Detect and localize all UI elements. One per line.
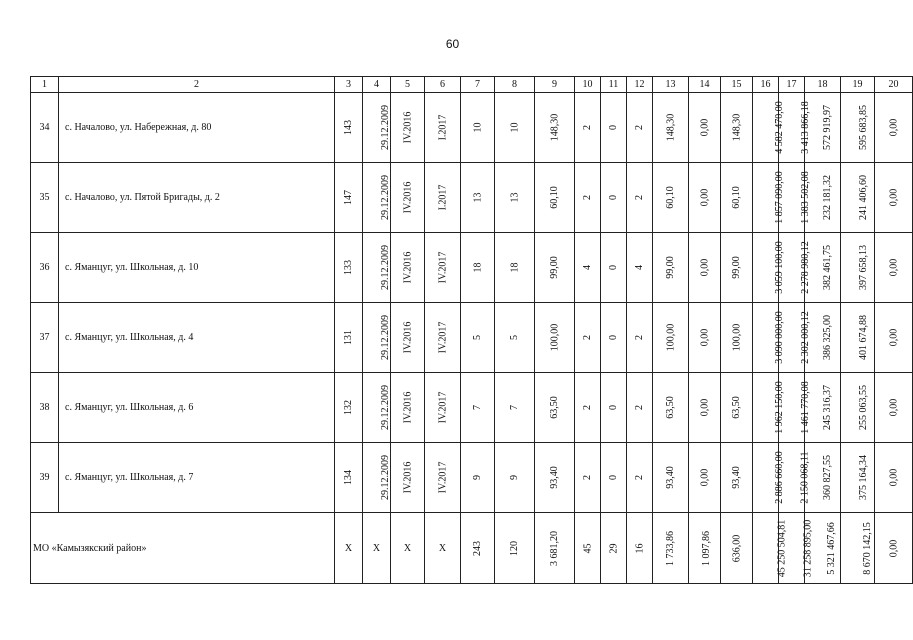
total-c15 [721, 513, 753, 584]
cell-c13-text: 100,00 [665, 323, 676, 352]
cell-c17-text: 2 278 980,12 [799, 241, 811, 294]
cell-c15 [721, 233, 753, 303]
cell-c18-text: 360 827,55 [822, 455, 833, 500]
cell-c19-text: 255 063,55 [858, 385, 869, 430]
cell-c14-text: 0,00 [699, 258, 710, 277]
total-c11 [601, 513, 627, 584]
column-number-14: 14 [689, 77, 721, 93]
cell-c16 [753, 303, 785, 373]
cell-c6-text: IV.2017 [436, 391, 448, 424]
cell-c7 [461, 93, 495, 163]
cell-c11 [601, 163, 627, 233]
address-cell: с. Яманцуг, ул. Школьная, д. 7 [59, 443, 335, 513]
cell-c6-text: IV.2017 [436, 321, 448, 354]
cell-c20-text: 0,00 [888, 118, 899, 137]
cell-c6-text: I.2017 [437, 114, 448, 141]
total-c20 [875, 513, 913, 584]
cell-c18-text: 245 316,37 [822, 385, 833, 430]
page-number: 60 [445, 37, 460, 51]
row-number: 39 [31, 443, 59, 513]
cell-c3 [335, 303, 363, 373]
table-row [31, 163, 913, 233]
cell-c5 [391, 163, 425, 233]
column-number-10: 10 [575, 77, 601, 93]
cell-c13 [653, 233, 689, 303]
cell-c12-text: 2 [634, 125, 645, 130]
cell-c13-text: 99,00 [665, 256, 676, 279]
cell-c10 [575, 443, 601, 513]
cell-c13 [653, 163, 689, 233]
cell-c9 [535, 443, 575, 513]
cell-c15 [721, 93, 753, 163]
cell-c3-text: 133 [343, 260, 354, 275]
cell-c18-text: 382 461,75 [822, 245, 833, 290]
total-c17-text: 31 258 895,00 [802, 519, 814, 577]
cell-c11 [601, 93, 627, 163]
cell-c14-text: 0,00 [699, 468, 710, 487]
cell-c14 [689, 443, 721, 513]
cell-c20 [875, 443, 913, 513]
cell-c6-text: IV.2017 [436, 251, 448, 284]
cell-c4-text: 29.12.2009 [380, 315, 391, 360]
cell-c10-text: 2 [582, 125, 593, 130]
total-c18-text: 5 321 467,66 [825, 521, 837, 575]
column-number-5: 5 [391, 77, 425, 93]
cell-c8 [495, 443, 535, 513]
cell-c16-text: 4 582 470,00 [773, 101, 785, 154]
cell-c5-text: IV.2016 [401, 111, 413, 144]
cell-c6 [425, 163, 461, 233]
cell-c18-text: 572 919,97 [822, 105, 833, 150]
cell-c9 [535, 233, 575, 303]
cell-c14 [689, 373, 721, 443]
total-c9 [535, 513, 575, 584]
table-row [31, 303, 913, 373]
cell-c8-text: 5 [509, 335, 520, 340]
row-number: 37 [31, 303, 59, 373]
cell-c14 [689, 303, 721, 373]
cell-c20 [875, 163, 913, 233]
cell-c7 [461, 373, 495, 443]
housing-table [30, 76, 913, 584]
column-number-20: 20 [875, 77, 913, 93]
cell-c11 [601, 373, 627, 443]
cell-c20 [875, 233, 913, 303]
cell-c15-text: 99,00 [731, 256, 742, 279]
row-number: 38 [31, 373, 59, 443]
cell-c13-text: 148,30 [665, 113, 676, 142]
cell-c14-text: 0,00 [699, 188, 710, 207]
cell-c16-text: 3 059 100,00 [773, 241, 785, 294]
cell-c7-text: 7 [472, 405, 483, 410]
cell-c20 [875, 373, 913, 443]
table-row [31, 233, 913, 303]
cell-c5 [391, 233, 425, 303]
cell-c12 [627, 303, 653, 373]
cell-c4-text: 29.12.2009 [380, 385, 391, 430]
cell-c7 [461, 163, 495, 233]
cell-c16-text: 2 886 660,00 [773, 451, 785, 504]
cell-c14-text: 0,00 [699, 118, 710, 137]
cell-c13 [653, 443, 689, 513]
row-number: 34 [31, 93, 59, 163]
cell-c8-text: 7 [509, 405, 520, 410]
cell-c17-text: 2 150 068,11 [799, 451, 811, 504]
cell-c6 [425, 373, 461, 443]
total-c9-text: 3 681,20 [549, 530, 560, 566]
cell-c4 [363, 93, 391, 163]
cell-c20 [875, 303, 913, 373]
total-c19 [841, 513, 875, 584]
total-row [31, 513, 913, 584]
cell-c17-text: 1 383 502,08 [799, 171, 811, 224]
cell-c4 [363, 303, 391, 373]
column-number-1: 1 [31, 77, 59, 93]
cell-c7-text: 5 [472, 335, 483, 340]
column-number-3: 3 [335, 77, 363, 93]
cell-c8-text: 9 [509, 475, 520, 480]
column-number-13: 13 [653, 77, 689, 93]
total-label: МО «Камызякский район» [31, 513, 335, 584]
cell-c19-text: 595 683,85 [858, 105, 869, 150]
total-c8 [495, 513, 535, 584]
address-cell: с. Яманцуг, ул. Школьная, д. 4 [59, 303, 335, 373]
column-number-7: 7 [461, 77, 495, 93]
cell-c10 [575, 93, 601, 163]
cell-c6 [425, 303, 461, 373]
cell-c15 [721, 373, 753, 443]
column-number-12: 12 [627, 77, 653, 93]
cell-c4 [363, 443, 391, 513]
cell-c16 [753, 373, 785, 443]
cell-c12-text: 2 [634, 475, 645, 480]
address-cell: с. Началово, ул. Набережная, д. 80 [59, 93, 335, 163]
total-c3: X [335, 513, 363, 584]
cell-c19 [841, 303, 875, 373]
cell-c15 [721, 443, 753, 513]
cell-c12-text: 2 [634, 195, 645, 200]
cell-c5-text: IV.2016 [401, 181, 413, 214]
cell-c3 [335, 93, 363, 163]
cell-c6 [425, 233, 461, 303]
cell-c16-text: 1 857 090,00 [773, 171, 785, 224]
cell-c3-text: 134 [343, 470, 354, 485]
total-c16 [753, 513, 788, 584]
cell-c9 [535, 163, 575, 233]
cell-c20-text: 0,00 [888, 398, 899, 417]
cell-c8 [495, 303, 535, 373]
cell-c16 [753, 163, 785, 233]
cell-c3-text: 147 [343, 190, 354, 205]
cell-c11-text: 0 [608, 475, 619, 480]
cell-c5-text: IV.2016 [401, 391, 413, 424]
address-cell: с. Началово, ул. Пятой Бригады, д. 2 [59, 163, 335, 233]
total-c14 [689, 513, 721, 584]
cell-c12 [627, 93, 653, 163]
cell-c10 [575, 303, 601, 373]
total-c11-text: 29 [608, 543, 619, 553]
cell-c11-text: 0 [608, 125, 619, 130]
cell-c11 [601, 443, 627, 513]
cell-c9-text: 93,40 [549, 466, 560, 489]
cell-c14-text: 0,00 [699, 398, 710, 417]
cell-c15 [721, 303, 753, 373]
cell-c19-text: 397 658,13 [858, 245, 869, 290]
total-c7 [461, 513, 495, 584]
cell-c7 [461, 443, 495, 513]
cell-c9 [535, 93, 575, 163]
cell-c9 [535, 303, 575, 373]
row-number: 36 [31, 233, 59, 303]
cell-c19 [841, 373, 875, 443]
cell-c8 [495, 93, 535, 163]
cell-c8 [495, 373, 535, 443]
column-number-16: 16 [753, 77, 779, 93]
cell-c8-text: 18 [509, 262, 520, 273]
total-c12-text: 16 [634, 543, 645, 553]
cell-c5-text: IV.2016 [401, 251, 413, 284]
total-c6: X [425, 513, 461, 584]
cell-c10-text: 2 [582, 475, 593, 480]
cell-c5-text: IV.2016 [401, 461, 413, 494]
cell-c14 [689, 233, 721, 303]
cell-c19 [841, 233, 875, 303]
cell-c3-text: 131 [343, 330, 354, 345]
cell-c3 [335, 443, 363, 513]
cell-c12-text: 2 [634, 405, 645, 410]
total-c10 [575, 513, 601, 584]
cell-c7-text: 10 [472, 122, 483, 133]
cell-c10-text: 4 [582, 265, 593, 270]
cell-c5 [391, 373, 425, 443]
cell-c14-text: 0,00 [699, 328, 710, 347]
cell-c10 [575, 233, 601, 303]
cell-c3-text: 132 [343, 400, 354, 415]
cell-c4-text: 29.12.2009 [380, 455, 391, 500]
cell-c9-text: 63,50 [549, 396, 560, 419]
cell-c13-text: 63,50 [665, 396, 676, 419]
column-number-19: 19 [841, 77, 875, 93]
cell-c10-text: 2 [582, 335, 593, 340]
cell-c8 [495, 163, 535, 233]
cell-c6-text: IV.2017 [436, 461, 448, 494]
cell-c9-text: 100,00 [549, 323, 560, 352]
address-cell: с. Яманцуг, ул. Школьная, д. 10 [59, 233, 335, 303]
cell-c5 [391, 93, 425, 163]
cell-c9-text: 60,10 [549, 186, 560, 209]
cell-c19 [841, 93, 875, 163]
cell-c16 [753, 443, 785, 513]
cell-c10-text: 2 [582, 405, 593, 410]
cell-c11 [601, 233, 627, 303]
cell-c7-text: 18 [472, 262, 483, 273]
cell-c11-text: 0 [608, 195, 619, 200]
cell-c5 [391, 443, 425, 513]
cell-c17-text: 1 461 770,08 [799, 381, 811, 434]
cell-c18-text: 232 181,32 [822, 175, 833, 220]
cell-c18-text: 386 325,00 [822, 315, 833, 360]
column-number-6: 6 [425, 77, 461, 93]
cell-c4-text: 29.12.2009 [380, 175, 391, 220]
cell-c3-text: 143 [343, 120, 354, 135]
column-number-15: 15 [721, 77, 753, 93]
total-c14-text: 1 097,86 [701, 530, 712, 566]
total-c13-text: 1 733,86 [665, 530, 676, 566]
cell-c19-text: 375 164,34 [858, 455, 869, 500]
cell-c7 [461, 303, 495, 373]
cell-c6-text: I.2017 [437, 184, 448, 211]
total-c19-text: 8 670 142,15 [861, 521, 873, 575]
cell-c8-text: 10 [509, 122, 520, 133]
total-c15-text: 636,00 [731, 534, 742, 562]
cell-c13 [653, 303, 689, 373]
cell-c19-text: 401 674,88 [858, 315, 869, 360]
total-c13 [653, 513, 689, 584]
cell-c15-text: 100,00 [731, 323, 742, 352]
cell-c11 [601, 303, 627, 373]
cell-c4 [363, 233, 391, 303]
cell-c16 [753, 93, 785, 163]
cell-c3 [335, 373, 363, 443]
cell-c13 [653, 93, 689, 163]
cell-c4 [363, 373, 391, 443]
cell-c4-text: 29.12.2009 [380, 105, 391, 150]
column-number-4: 4 [363, 77, 391, 93]
cell-c13-text: 93,40 [665, 466, 676, 489]
cell-c19 [841, 443, 875, 513]
total-c20-text: 0,00 [888, 539, 899, 557]
column-number-2: 2 [59, 77, 335, 93]
cell-c4 [363, 163, 391, 233]
cell-c12 [627, 373, 653, 443]
cell-c11-text: 0 [608, 405, 619, 410]
cell-c15 [721, 163, 753, 233]
cell-c10 [575, 163, 601, 233]
cell-c12 [627, 233, 653, 303]
cell-c20-text: 0,00 [888, 258, 899, 277]
cell-c5 [391, 303, 425, 373]
column-number-row [31, 77, 913, 93]
cell-c20-text: 0,00 [888, 188, 899, 207]
cell-c16-text: 3 090 000,00 [773, 311, 785, 364]
cell-c7-text: 13 [472, 192, 483, 203]
cell-c17-text: 3 413 866,18 [799, 101, 811, 154]
cell-c3 [335, 233, 363, 303]
total-c5: X [391, 513, 425, 584]
cell-c13-text: 60,10 [665, 186, 676, 209]
cell-c19 [841, 163, 875, 233]
cell-c5-text: IV.2016 [401, 321, 413, 354]
cell-c14 [689, 93, 721, 163]
column-number-9: 9 [535, 77, 575, 93]
cell-c8 [495, 233, 535, 303]
cell-c15-text: 60,10 [731, 186, 742, 209]
column-number-8: 8 [495, 77, 535, 93]
table-row [31, 93, 913, 163]
cell-c12-text: 4 [634, 265, 645, 270]
cell-c15-text: 148,30 [731, 113, 742, 142]
cell-c19-text: 241 406,60 [858, 175, 869, 220]
cell-c20-text: 0,00 [888, 468, 899, 487]
cell-c10-text: 2 [582, 195, 593, 200]
cell-c3 [335, 163, 363, 233]
cell-c11-text: 0 [608, 335, 619, 340]
total-c4: X [363, 513, 391, 584]
column-number-18: 18 [805, 77, 841, 93]
table-row [31, 443, 913, 513]
cell-c11-text: 0 [608, 265, 619, 270]
total-c8-text: 120 [509, 540, 520, 556]
cell-c9-text: 148,30 [549, 113, 560, 142]
cell-c10 [575, 373, 601, 443]
total-c12 [627, 513, 653, 584]
cell-c20-text: 0,00 [888, 328, 899, 347]
cell-c17-text: 2 302 000,12 [799, 311, 811, 364]
cell-c15-text: 63,50 [731, 396, 742, 419]
column-number-17: 17 [779, 77, 805, 93]
cell-c14 [689, 163, 721, 233]
cell-c9-text: 99,00 [549, 256, 560, 279]
cell-c15-text: 93,40 [731, 466, 742, 489]
cell-c6 [425, 93, 461, 163]
cell-c16 [753, 233, 785, 303]
column-number-11: 11 [601, 77, 627, 93]
table-row [31, 373, 913, 443]
address-cell: с. Яманцуг, ул. Школьная, д. 6 [59, 373, 335, 443]
cell-c12 [627, 163, 653, 233]
row-number: 35 [31, 163, 59, 233]
cell-c8-text: 13 [509, 192, 520, 203]
cell-c12 [627, 443, 653, 513]
cell-c9 [535, 373, 575, 443]
total-c7-text: 243 [472, 540, 483, 556]
total-c16-text: 45 250 504,81 [776, 519, 788, 577]
total-c10-text: 45 [582, 543, 593, 553]
cell-c16-text: 1 962 150,00 [773, 381, 785, 434]
cell-c6 [425, 443, 461, 513]
cell-c7-text: 9 [472, 475, 483, 480]
cell-c20 [875, 93, 913, 163]
cell-c7 [461, 233, 495, 303]
cell-c13 [653, 373, 689, 443]
cell-c4-text: 29.12.2009 [380, 245, 391, 290]
cell-c12-text: 2 [634, 335, 645, 340]
